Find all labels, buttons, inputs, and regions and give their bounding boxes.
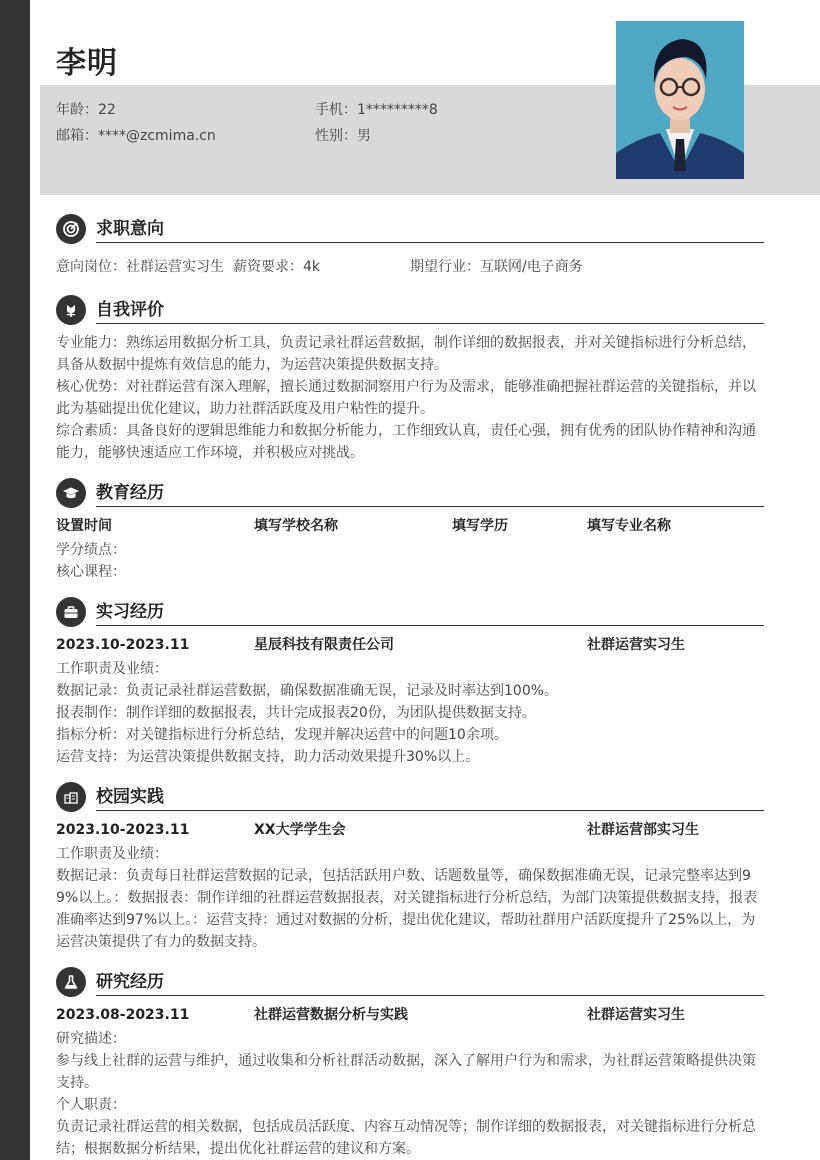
self-eval-paragraph: 专业能力：熟练运用数据分析工具，负责记录社群运营数据，制作详细的数据报表，并对关键指标进行分析总结，具备从数据中提炼有效信息的能力，为运营决策提供数据支持。 xyxy=(56,335,756,373)
campus-role: 社群运营部实习生 xyxy=(587,822,699,838)
duties-label: 工作职责及业绩： xyxy=(56,846,168,862)
duty-line: 运营支持：为运营决策提供数据支持，助力活动效果提升30%以上。 xyxy=(56,749,480,765)
section-campus-practice xyxy=(56,782,764,812)
target-icon xyxy=(56,214,86,244)
flower-icon xyxy=(56,295,86,325)
salary-expectation: 薪资要求：4k xyxy=(233,259,321,275)
flask-icon xyxy=(56,967,86,997)
section-title: 研究经历 xyxy=(96,972,164,992)
research-desc-label: 研究描述： xyxy=(56,1031,126,1047)
intention-row xyxy=(56,256,764,278)
section-job-intention xyxy=(56,214,764,244)
degree: 填写学历 xyxy=(452,518,508,534)
briefcase-icon xyxy=(56,597,86,627)
profile-photo xyxy=(616,21,744,179)
school-name: 填写学校名称 xyxy=(254,518,338,534)
research-row xyxy=(56,1004,764,1026)
duties-label: 工作职责及业绩： xyxy=(56,661,168,677)
research-time: 2023.08-2023.11 xyxy=(56,1007,190,1023)
campus-body: 数据记录：负责每日社群运营数据的记录，包括活跃用户数、话题数量等，确保数据准确无误，记录完整率达到99%以上。：数据报表：制作详细的社群运营数据报表，对关键指标进行分析总结，为部门决策提供数据支持，报表准确率达到97%以上。：运营支持：通过对数据的分析，提出优化建议，帮助社群用户活跃度提升了25%以上，为运营决策提供了有力的数据支持。 xyxy=(56,868,758,950)
campus-org: XX大学学生会 xyxy=(254,822,346,838)
education-time: 设置时间 xyxy=(56,518,112,534)
section-title: 自我评价 xyxy=(96,300,164,320)
section-divider xyxy=(96,625,764,626)
research-duty: 负责记录社群运营的相关数据，包括成员活跃度、内容互动情况等；制作详细的数据报表，对关键指标进行分析总结；根据数据分析结果，提出优化社群运营的建议和方案。 xyxy=(56,1119,756,1157)
research-desc: 参与线上社群的运营与维护，通过收集和分析社群活动数据，深入了解用户行为和需求，为社群运营策略提供决策支持。 xyxy=(56,1053,756,1091)
research-role: 社群运营实习生 xyxy=(587,1007,685,1023)
internship-row xyxy=(56,634,764,656)
campus-details xyxy=(56,843,764,953)
section-divider xyxy=(96,810,764,811)
internship-details xyxy=(56,658,764,768)
section-self-evaluation xyxy=(56,295,764,325)
section-research xyxy=(56,967,764,997)
major: 填写专业名称 xyxy=(587,518,671,534)
age-info: 年龄：22 xyxy=(56,102,116,118)
candidate-name: 李明 xyxy=(56,46,118,81)
section-divider xyxy=(96,995,764,996)
intended-position: 意向岗位：社群运营实习生 xyxy=(56,259,224,275)
section-title: 教育经历 xyxy=(96,483,164,503)
duty-line: 报表制作：制作详细的数据报表，共计完成报表20份，为团队提供数据支持。 xyxy=(56,705,536,721)
self-evaluation-text xyxy=(56,332,764,464)
duty-line: 数据记录：负责记录社群运营数据，确保数据准确无误，记录及时率达到100%。 xyxy=(56,683,559,699)
graduation-cap-icon xyxy=(56,478,86,508)
gender-info: 性别：男 xyxy=(315,128,371,144)
section-divider xyxy=(96,323,764,324)
research-details xyxy=(56,1028,764,1160)
self-eval-paragraph: 核心优势：对社群运营有深入理解，擅长通过数据洞察用户行为及需求，能够准确把握社群运营的关键指标，并以此为基础提出优化建议，助力社群活跃度及用户粘性的提升。 xyxy=(56,379,756,417)
campus-time: 2023.10-2023.11 xyxy=(56,822,190,838)
section-divider xyxy=(96,242,764,243)
research-project: 社群运营数据分析与实践 xyxy=(254,1007,408,1023)
education-details xyxy=(56,539,764,583)
section-education xyxy=(56,478,764,508)
internship-company: 星辰科技有限责任公司 xyxy=(254,637,394,653)
self-eval-paragraph: 综合素质：具备良好的逻辑思维能力和数据分析能力，工作细致认真，责任心强，拥有优秀的团队协作精神和沟通能力，能够快速适应工作环境，并积极应对挑战。 xyxy=(56,423,756,461)
gpa-label: 学分绩点： xyxy=(56,542,126,558)
courses-label: 核心课程： xyxy=(56,564,126,580)
email-info: 邮箱：****@zcmima.cn xyxy=(56,128,216,144)
left-sidebar-bar xyxy=(0,0,30,1160)
duty-line: 指标分析：对关键指标进行分析总结，发现并解决运营中的问题10余项。 xyxy=(56,727,508,743)
phone-info: 手机：1*********8 xyxy=(315,102,438,118)
duty-label: 个人职责： xyxy=(56,1097,126,1113)
internship-role: 社群运营实习生 xyxy=(587,637,685,653)
education-row xyxy=(56,515,764,537)
section-title: 校园实践 xyxy=(96,787,164,807)
internship-time: 2023.10-2023.11 xyxy=(56,637,190,653)
section-title: 实习经历 xyxy=(96,602,164,622)
expected-industry: 期望行业：互联网/电子商务 xyxy=(410,259,583,275)
section-divider xyxy=(96,506,764,507)
campus-row xyxy=(56,819,764,841)
section-internship xyxy=(56,597,764,627)
section-title: 求职意向 xyxy=(96,219,164,239)
buildings-icon xyxy=(56,782,86,812)
